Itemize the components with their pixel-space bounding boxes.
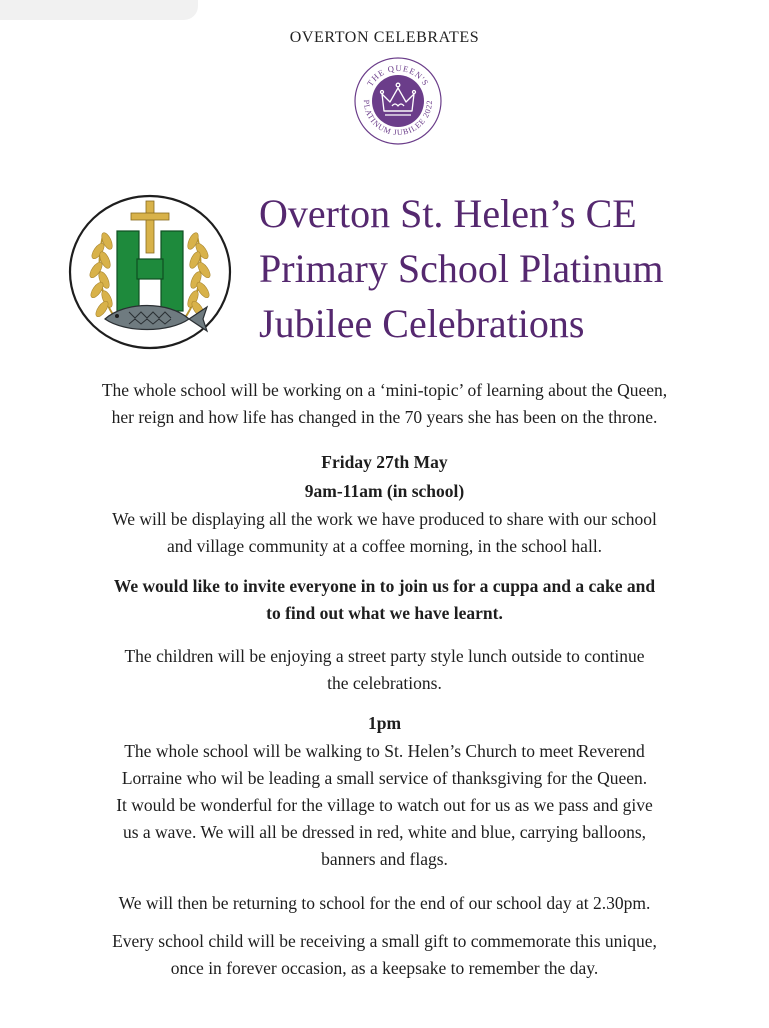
invite-paragraph (40, 573, 729, 627)
walk-paragraph (40, 738, 729, 873)
text-line: The whole school will be walking to St. Helen’s Church to meet Reverend (124, 741, 645, 761)
text-line: us a wave. We will all be dressed in red, white and blue, carrying balloons, (122, 822, 647, 842)
text-line: to find out what we have learnt. (266, 603, 503, 623)
platinum-jubilee-emblem (353, 56, 443, 146)
title-line: Jubilee Celebrations (259, 301, 585, 346)
title-line: Primary School Platinum (259, 246, 664, 291)
return-paragraph: We will then be returning to school for the end of our school day at 2.30pm. (118, 893, 651, 913)
emblem-ring-bottom-text: PLATINUM JUBILEE 2022 (361, 99, 435, 138)
gift-paragraph (40, 928, 729, 982)
text-line: We will be displaying all the work we have produced to share with our school (112, 509, 657, 529)
party-paragraph (40, 643, 729, 697)
emblem-ring-top-text: THE QUEEN'S (364, 62, 432, 88)
text-line: the celebrations. (327, 673, 442, 693)
text-line: The children will be enjoying a street party style lunch outside to continue (124, 646, 645, 666)
event-time-morning: 9am-11am (in school) (304, 481, 465, 501)
corner-tab (0, 0, 198, 20)
page-title (259, 186, 759, 351)
text-line: Lorraine who wil be leading a small service of thanksgiving for the Queen. (121, 768, 648, 788)
text-line: We would like to invite everyone in to join us for a cuppa and a cake and (113, 576, 656, 596)
text-line: Every school child will be receiving a small gift to commemorate this unique, (112, 931, 657, 951)
text-line: It would be wonderful for the village to watch out for us as we pass and give (116, 795, 653, 815)
text-line: once in forever occasion, as a keepsake to remember the day. (170, 958, 599, 978)
text-line: banners and flags. (321, 849, 448, 869)
text-line: The whole school will be working on a ‘mini-topic’ of learning about the Queen, (101, 380, 668, 400)
school-crest (67, 193, 233, 351)
display-paragraph (40, 506, 729, 560)
event-time-afternoon: 1pm (367, 713, 402, 733)
top-heading: OVERTON CELEBRATES (289, 29, 480, 46)
event-date: Friday 27th May (321, 452, 448, 472)
intro-paragraph (40, 377, 729, 431)
text-line: and village community at a coffee morning, in the school hall. (166, 536, 603, 556)
text-line: her reign and how life has changed in the 70 years she has been on the throne. (111, 407, 658, 427)
title-line: Overton St. Helen’s CE (259, 191, 637, 236)
